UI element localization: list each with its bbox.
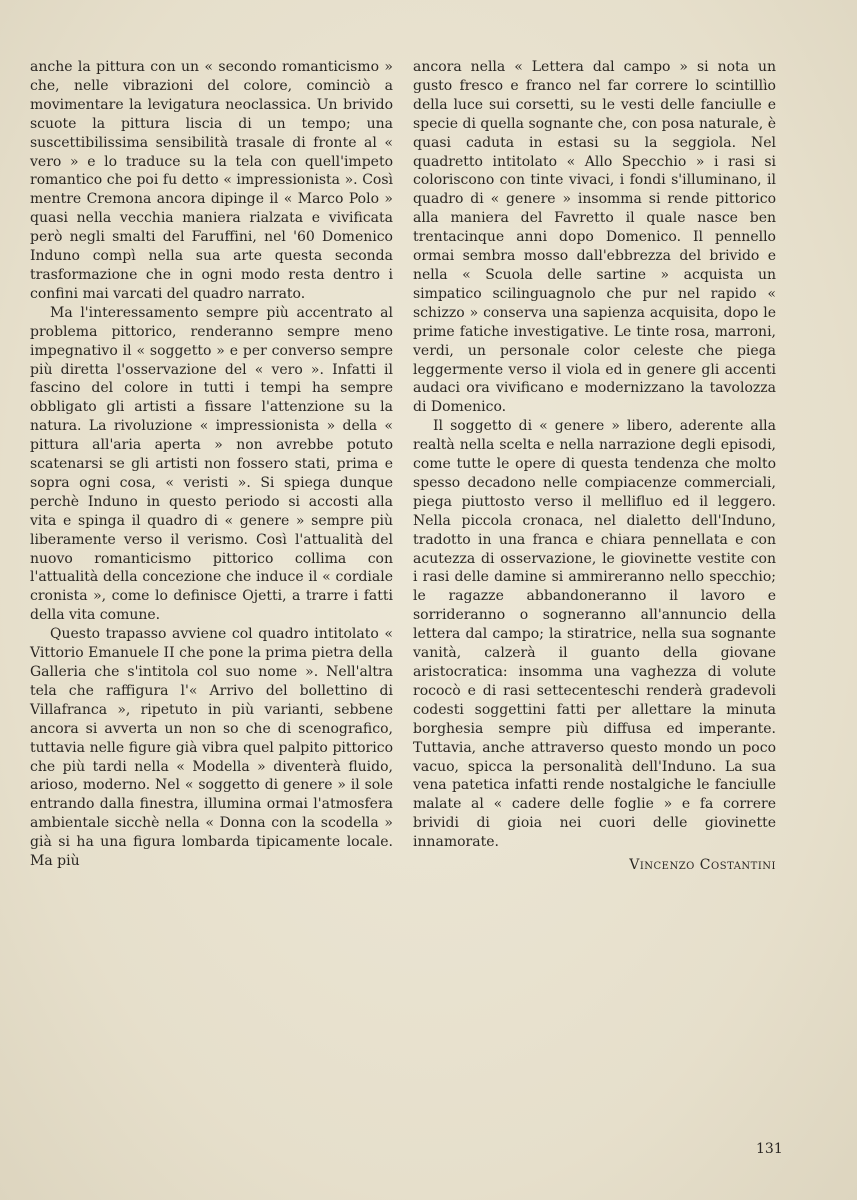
- author-signature: Vincenzo Costantini: [629, 857, 776, 874]
- paragraph: Ma l'interessamento sempre più accentrato al problema pittorico, renderanno sempre meno impegnativo il « soggetto » e per converso sempre più diretta l'osservazione del « vero ». Infatti il fascino del colore in tutti i tempi ha sempre obbligato gli artisti a fissare l'attenzione su la natura. La rivoluzione « impressionista » della « pittura all'aria aperta » non avrebbe potuto scatenarsi se gli artisti non fossero stati, prima e sopra ogni cosa, « veristi ». Si spiega dunque perchè Induno in questo periodo si accosti alla vita e spinga il quadro di « genere » sempre più liberamente verso il verismo. Così l'attualità del nuovo romanticismo pittorico collima con l'attualità della concezione che induce il « cordiale cronista », come lo definisce Ojetti, a trarre i fatti della vita comune.: [30, 304, 393, 624]
- paragraph: ancora nella « Lettera dal campo » si nota un gusto fresco e franco nel far correre lo scintillìo della luce sui corsetti, su le vesti delle fanciulle e specie di quella sognante che, con posa naturale, è quasi caduta in estasi su la seggiola. Nel quadretto intitolato « Allo Specchio » i rasi si coloriscono con tinte vivaci, i fondi s'illuminano, il quadro di « genere » insomma si rende pittorico alla maniera del Favretto il quale nasce ben trentacinque anni dopo Domenico. Il pennello ormai sembra mosso dall'ebbrezza del brivido e nella « Scuola delle sartine » acquista un simpatico scilinguagnolo che pur nel rapido « schizzo » conserva una sapienza acquisita, dopo le prime fatiche investigative. Le tinte rosa, marroni, verdi, un personale color celeste che piega leggermente verso il viola ed in genere gli accenti audaci ora vivificano e modernizzano la tavolozza di Domenico.: [413, 59, 776, 416]
- right-column: [413, 58, 776, 875]
- paragraph: Questo trapasso avviene col quadro intitolato « Vittorio Emanuele II che pone la prima pietra della Galleria che s'intitola col suo nome ». Nell'altra tela che raffigura l'« Arrivo del bollettino di Villafranca », ripetuto in più varianti, sebbene ancora si avverta un non so che di scenografico, tuttavia nelle figure già vibra quel palpito pittorico che più tardi nella « Modella » diventerà fluido, arioso, moderno. Nel « soggetto di genere » il sole entrando dalla finestra, illumina ormai l'atmosfera ambientale sicchè nella « Donna con la scodella » già si ha una figura lombarda tipicamente locale. Ma più: [30, 626, 393, 870]
- left-column: [30, 58, 393, 871]
- page-number: 131: [756, 1141, 783, 1157]
- paragraph: Il soggetto di « genere » libero, aderente alla realtà nella scelta e nella narrazione degli episodi, come tutte le opere di questa tendenza che molto spesso decadono nelle compiacenze commerciali, piega piuttosto verso il mellifluo ed il leggero. Nella piccola cronaca, nel dialetto dell'Induno, tradotto in una franca e chiara pennellata e con acutezza di osservazione, le giovinette vestite con i rasi delle damine si ammireranno nello specchio; le ragazze abbandoneranno il lavoro e sorrideranno o sogneranno all'annuncio della lettera dal campo; la stiratrice, nella sua sognante vanità, calzerà il guanto della giovane aristocratica: insomma una vaghezza di volute rococò e di rasi settecenteschi renderà gradevoli codesti soggettini fatti per allettare la minuta borghesia sempre più diffusa ed imperante. Tuttavia, anche attraverso questo mondo un poco vacuo, spicca la personalità dell'Induno. La sua vena patetica infatti rende nostalgiche le fanciulle malate al « cadere delle foglie » e fa correre brividi di gioia nei cuori delle giovinette innamorate.: [413, 418, 776, 851]
- paragraph: anche la pittura con un « secondo romanticismo » che, nelle vibrazioni del colore, cominciò a movimentare la levigatura neoclassica. Un brivido scuote la pittura liscia di un tempo; una suscettibilissima sensibilità trasale di fronte al « vero » e lo traduce su la tela con quell'impeto romantico che poi fu detto « impressionista ». Così mentre Cremona ancora dipinge il « Marco Polo » quasi nella vecchia maniera rialzata e vivificata però negli smalti del Faruffini, nel '60 Domenico Induno compì nella sua arte questa seconda trasformazione che in ogni modo resta dentro i confini mai varcati del quadro narrato.: [30, 59, 393, 302]
